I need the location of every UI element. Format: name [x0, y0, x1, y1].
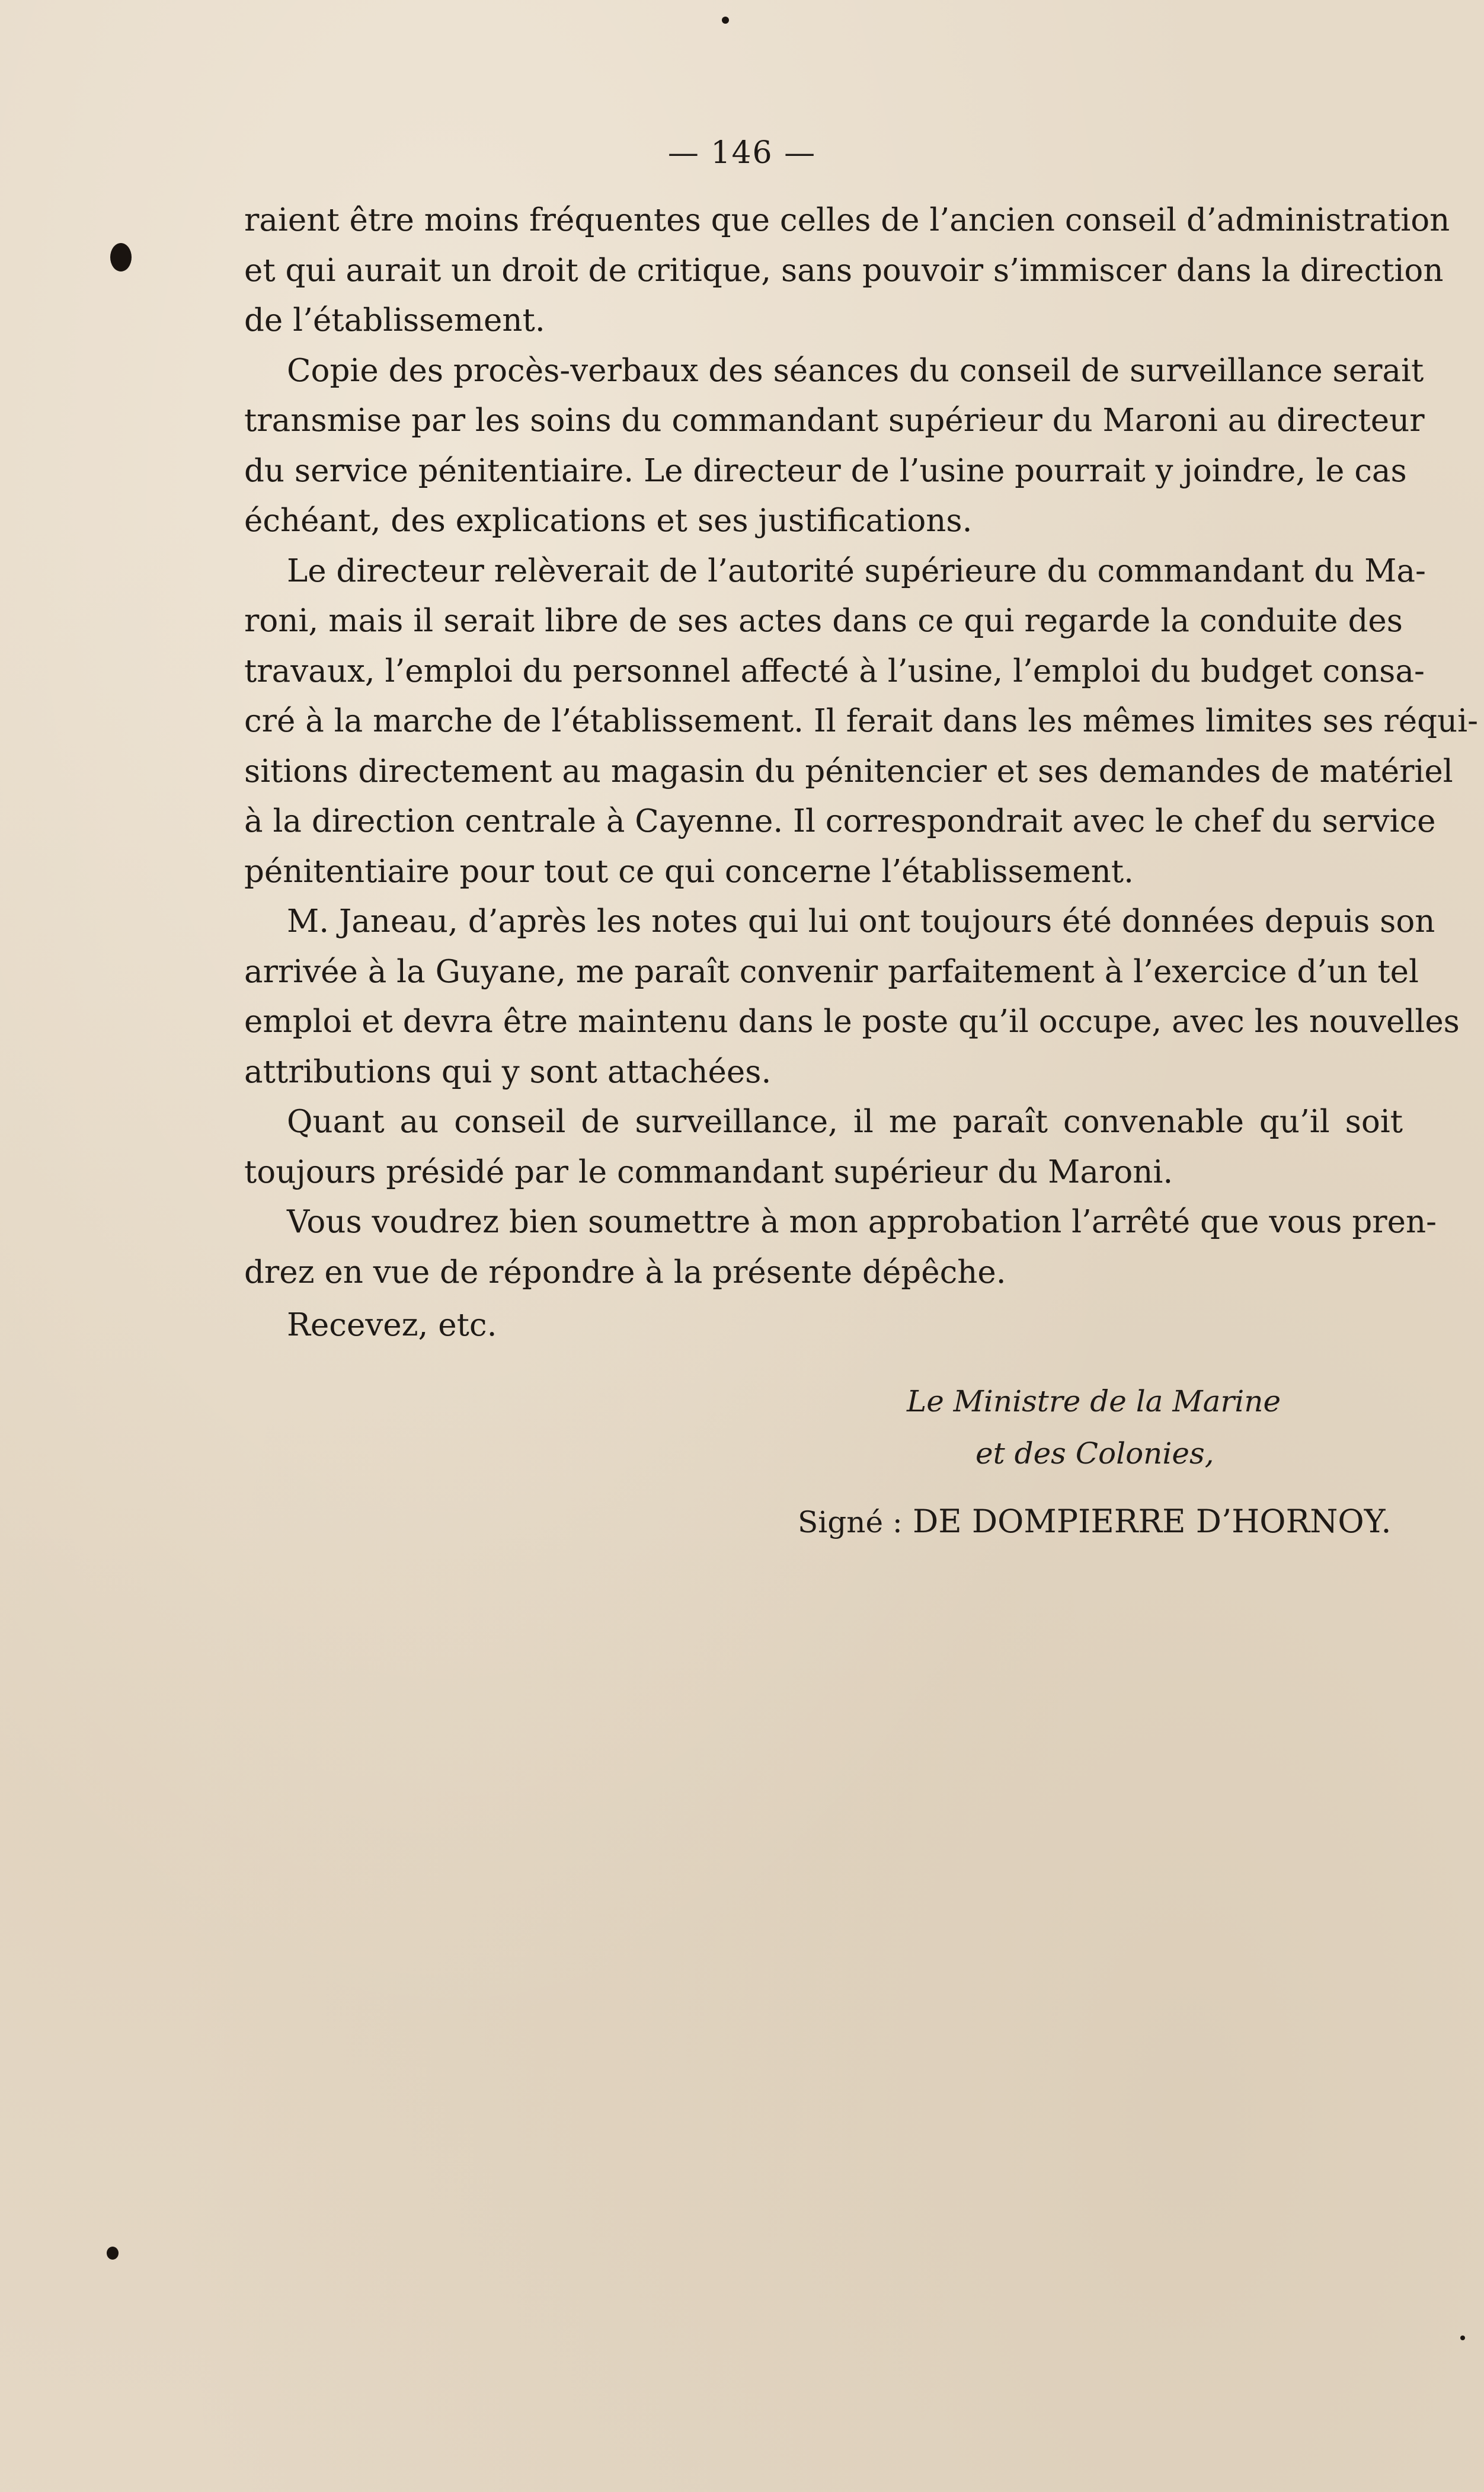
- paragraph: [244, 897, 1460, 1097]
- paragraph: [244, 346, 1425, 547]
- text-line: échéant, des explications et ses justifications.: [244, 503, 973, 539]
- text-line: drez en vue de répondre à la présente dépêche.: [244, 1254, 1006, 1290]
- text-line: arrivée à la Guyane, me paraît convenir parfaitement à l’exercice d’un tel: [244, 953, 1419, 990]
- text-line: Quant au conseil de surveillance, il me paraît convenable qu’il soit: [287, 1104, 1403, 1140]
- signatory-title-continued: et des Colonies,: [976, 1436, 1214, 1471]
- ink-speck: [1460, 2336, 1465, 2340]
- text-line: emploi et devra être maintenu dans le poste qu’il occupe, avec les nouvelles: [244, 1004, 1460, 1040]
- text-line: pénitentiaire pour tout ce qui concerne l’établissement.: [244, 853, 1134, 890]
- text-line: raient être moins fréquentes que celles de l’ancien conseil d’administration: [244, 202, 1450, 238]
- ink-speck: [722, 17, 729, 24]
- paragraph: [244, 196, 1450, 346]
- signatory-name: DE DOMPIERRE D’HORNOY.: [912, 1503, 1392, 1540]
- text-line: et qui aurait un droit de critique, sans pouvoir s’immiscer dans la direction: [244, 252, 1444, 289]
- text-line: du service pénitentiaire. Le directeur de l’usine pourrait y joindre, le cas: [244, 452, 1407, 489]
- text-line: roni, mais il serait libre de ses actes dans ce qui regarde la conduite des: [244, 603, 1403, 639]
- text-line: Le directeur relèverait de l’autorité supérieure du commandant du Ma-: [287, 552, 1426, 589]
- paragraph: [244, 547, 1478, 897]
- text-line: toujours présidé par le commandant supérieur du Maroni.: [244, 1154, 1173, 1190]
- ink-speck: [107, 2247, 119, 2260]
- text-line: M. Janeau, d’après les notes qui lui ont toujours été données depuis son: [287, 903, 1435, 940]
- text-line: attributions qui y sont attachées.: [244, 1053, 772, 1090]
- letter-body: [244, 196, 1478, 1298]
- paragraph: [244, 1197, 1437, 1298]
- text-line: de l’établissement.: [244, 302, 545, 338]
- signed-line: [798, 1503, 1392, 1540]
- text-line: à la direction centrale à Cayenne. Il correspondrait avec le chef du service: [244, 803, 1436, 839]
- page-number: — 146 —: [667, 135, 817, 171]
- text-line: transmise par les soins du commandant supérieur du Maroni au directeur: [244, 402, 1425, 439]
- text-line: cré à la marche de l’établissement. Il ferait dans les mêmes limites ses réqui-: [244, 703, 1478, 739]
- signatory-title: Le Ministre de la Marine: [907, 1384, 1281, 1418]
- text-line: sitions directement au magasin du pénitencier et ses demandes de matériel: [244, 753, 1453, 790]
- text-line: travaux, l’emploi du personnel affecté à l’usine, l’emploi du budget consa-: [244, 653, 1425, 689]
- closing-salutation: Recevez, etc.: [287, 1307, 497, 1343]
- binding-hole-mark: [110, 243, 132, 271]
- signed-prefix: Signé :: [798, 1505, 903, 1539]
- paragraph: [244, 1097, 1403, 1197]
- text-line: Vous voudrez bien soumettre à mon approbation l’arrêté que vous pren-: [287, 1204, 1437, 1240]
- text-line: Copie des procès-verbaux des séances du conseil de surveillance serait: [287, 352, 1424, 389]
